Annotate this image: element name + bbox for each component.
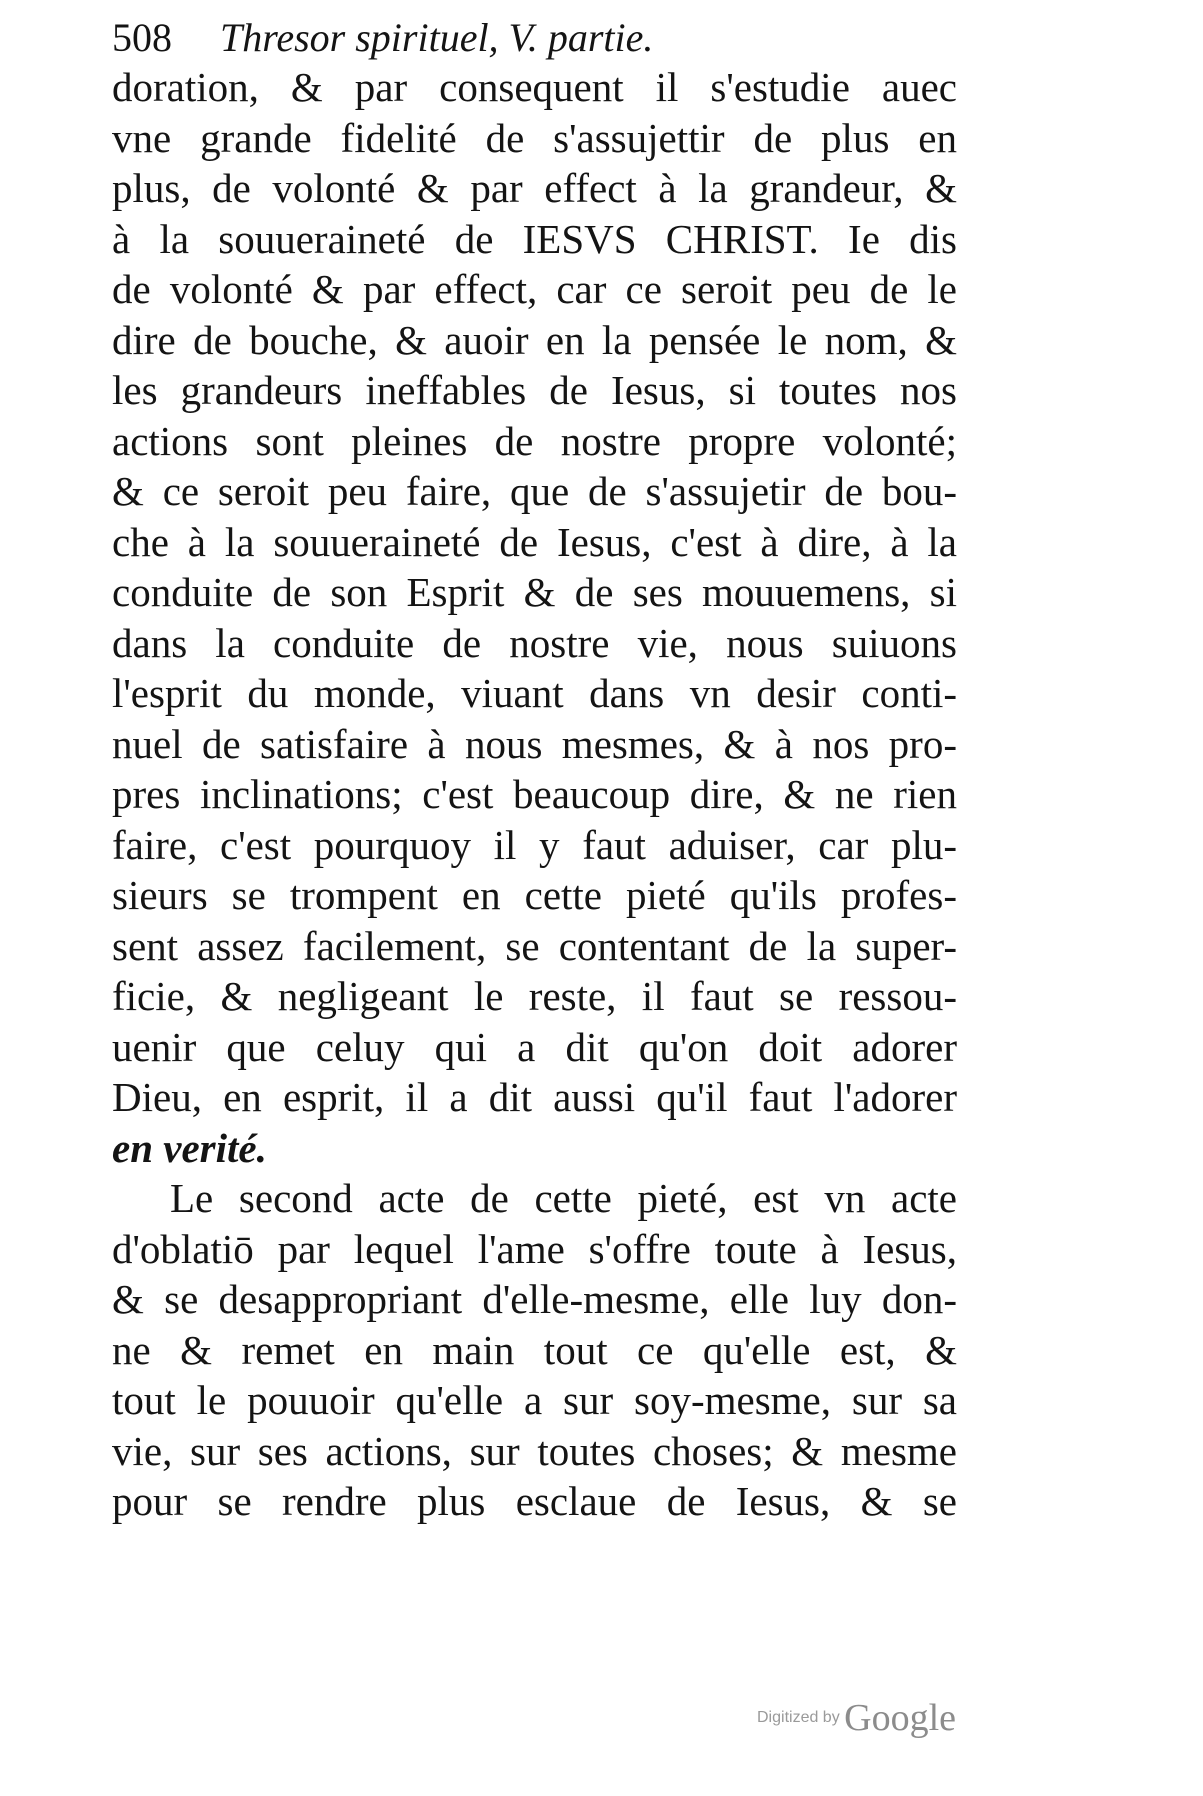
paragraph2-line: Le second acte de cette pieté, est vn acte <box>170 1175 957 1221</box>
text-line: de volonté & par effect, car ce seroit peu de le <box>112 266 957 312</box>
text-line: à la souueraineté de IESVS CHRIST. Ie dis <box>112 215 957 262</box>
page-number: 508 <box>112 15 172 60</box>
paragraph2-line: ne & remet en main tout ce qu'elle est, & <box>112 1326 957 1373</box>
text-line: conduite de son Esprit & de ses mouuemens, si <box>112 569 957 615</box>
page-header <box>112 8 972 68</box>
text-line: plus, de volonté & par effect à la grandeur, & <box>112 165 957 211</box>
text-line: doration, & par consequent il s'estudie auec <box>112 64 957 110</box>
text-line: les grandeurs ineffables de Iesus, si toutes nos <box>112 367 957 413</box>
text-line: sieurs se trompent en cette pieté qu'ils profes- <box>112 872 957 918</box>
paragraph2-line: vie, sur ses actions, sur toutes choses; & mesme <box>112 1427 957 1474</box>
text-line: Dieu, en esprit, il a dit aussi qu'il faut l'adorer <box>112 1074 957 1120</box>
text-line: dire de bouche, & auoir en la pensée le nom, & <box>112 316 957 363</box>
text-line: actions sont pleines de nostre propre volonté; <box>112 417 957 464</box>
paragraph2-line: tout le pouuoir qu'elle a sur soy-mesme, sur sa <box>112 1377 957 1423</box>
text-line: uenir que celuy qui a dit qu'on doit adorer <box>112 1023 957 1070</box>
text-line: sent assez facilement, se contentant de la super- <box>112 922 957 969</box>
text-line: dans la conduite de nostre vie, nous suiuons <box>112 619 957 666</box>
watermark-brand: Google <box>844 1697 957 1739</box>
text-line: & ce seroit peu faire, que de s'assujetir de bou- <box>112 468 957 514</box>
text-line: che à la souueraineté de Iesus, c'est à dire, à la <box>112 518 957 565</box>
text-line-closing: en verité. <box>112 1124 267 1171</box>
text-line: l'esprit du monde, viuant dans vn desir conti- <box>112 670 957 716</box>
paragraph2-line: d'oblatiō par lequel l'ame s'offre toute à Iesus, <box>112 1225 957 1272</box>
text-line: pres inclinations; c'est beaucoup dire, & ne rien <box>112 771 957 817</box>
paragraph2-line: pour se rendre plus esclaue de Iesus, & se <box>112 1478 957 1524</box>
text-line: ficie, & negligeant le reste, il faut se ressou- <box>112 973 957 1019</box>
text-line: nuel de satisfaire à nous mesmes, & à nos pro- <box>112 720 957 767</box>
text-line: vne grande fidelité de s'assujettir de plus en <box>112 114 957 161</box>
watermark-prefix: Digitized by <box>757 1709 840 1726</box>
text-line: faire, c'est pourquoy il y faut aduiser, car plu- <box>112 821 957 868</box>
running-title: Thresor spirituel, V. partie. <box>220 15 654 60</box>
text-block <box>112 62 957 1527</box>
paragraph2-line: & se desappropriant d'elle-mesme, elle luy don- <box>112 1276 957 1322</box>
digitized-watermark <box>757 1696 956 1738</box>
